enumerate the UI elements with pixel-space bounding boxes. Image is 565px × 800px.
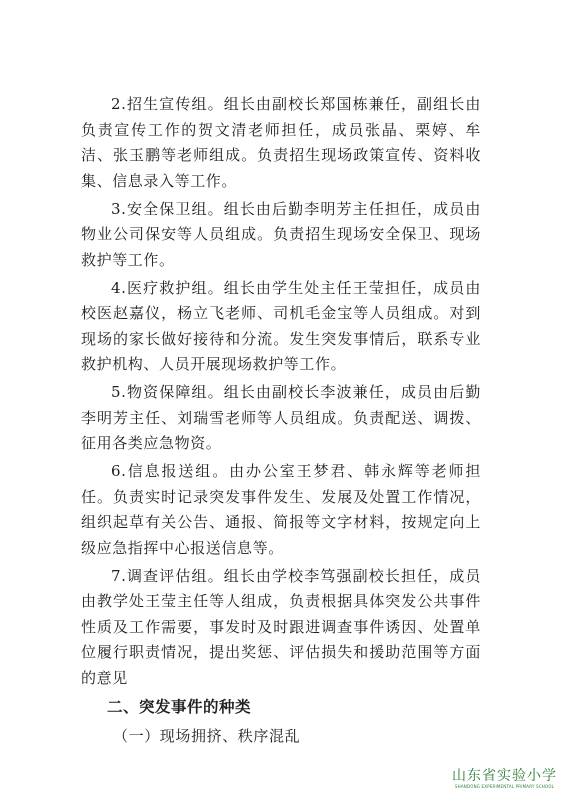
- paragraph-material-support-group: 5.物资保障组。组长由副校长李波兼任，成员由后勤李明芳主任、刘瑞雪老师等人员组成。负责配送、调拨、征用各类应急物资。: [81, 383, 481, 452]
- school-logo-english: SHANDONG EXPERIMENTAL PRIMARY SCHOOL: [454, 784, 555, 789]
- subsection-heading: （一）现场拥挤、秩序混乱: [113, 727, 301, 745]
- section-heading: 二、突发事件的种类: [107, 698, 252, 716]
- document-body: [81, 92, 481, 749]
- school-logo-name: 山东省实验小学: [452, 768, 557, 784]
- paragraph-information-reporting-group: 6.信息报送组。由办公室王梦君、韩永辉等老师担任。负责实时记录突发事件发生、发展及处置工作情况，组织起草有关公告、通报、简报等文字材料，按规定向上级应急指挥中心报送信息等。: [81, 462, 481, 557]
- paragraph-recruitment-publicity-group: 2.招生宣传组。组长由副校长郑国栋兼任，副组长由负责宣传工作的贺文清老师担任，成员张晶、栗婷、牟洁、张玉鹏等老师组成。负责招生现场政策宣传、资料收集、信息录入等工作。: [81, 95, 481, 190]
- school-logo: [452, 768, 557, 790]
- paragraph-medical-rescue-group: 4.医疗救护组。组长由学生处主任王莹担任，成员由校医赵嘉仪，杨立飞老师、司机毛金宝等人员组成。对到现场的家长做好接待和分流。发生突发事情后，联系专业救护机构、人员开展现场救护等工作。: [81, 278, 481, 373]
- paragraph-security-group: 3.安全保卫组。组长由后勤李明芳主任担任，成员由物业公司保安等人员组成。负责招生现场安全保卫、现场救护等工作。: [81, 199, 481, 269]
- paragraph-investigation-evaluation-group: 7.调查评估组。组长由学校李笃强副校长担任，成员由教学处王莹主任等人组成，负责根据具体突发公共事件性质及工作需要，事发时及时跟进调查事件诱因、处置单位履行职责情况，提出奖惩、评估损失和援助范围等方面的意见: [81, 566, 481, 687]
